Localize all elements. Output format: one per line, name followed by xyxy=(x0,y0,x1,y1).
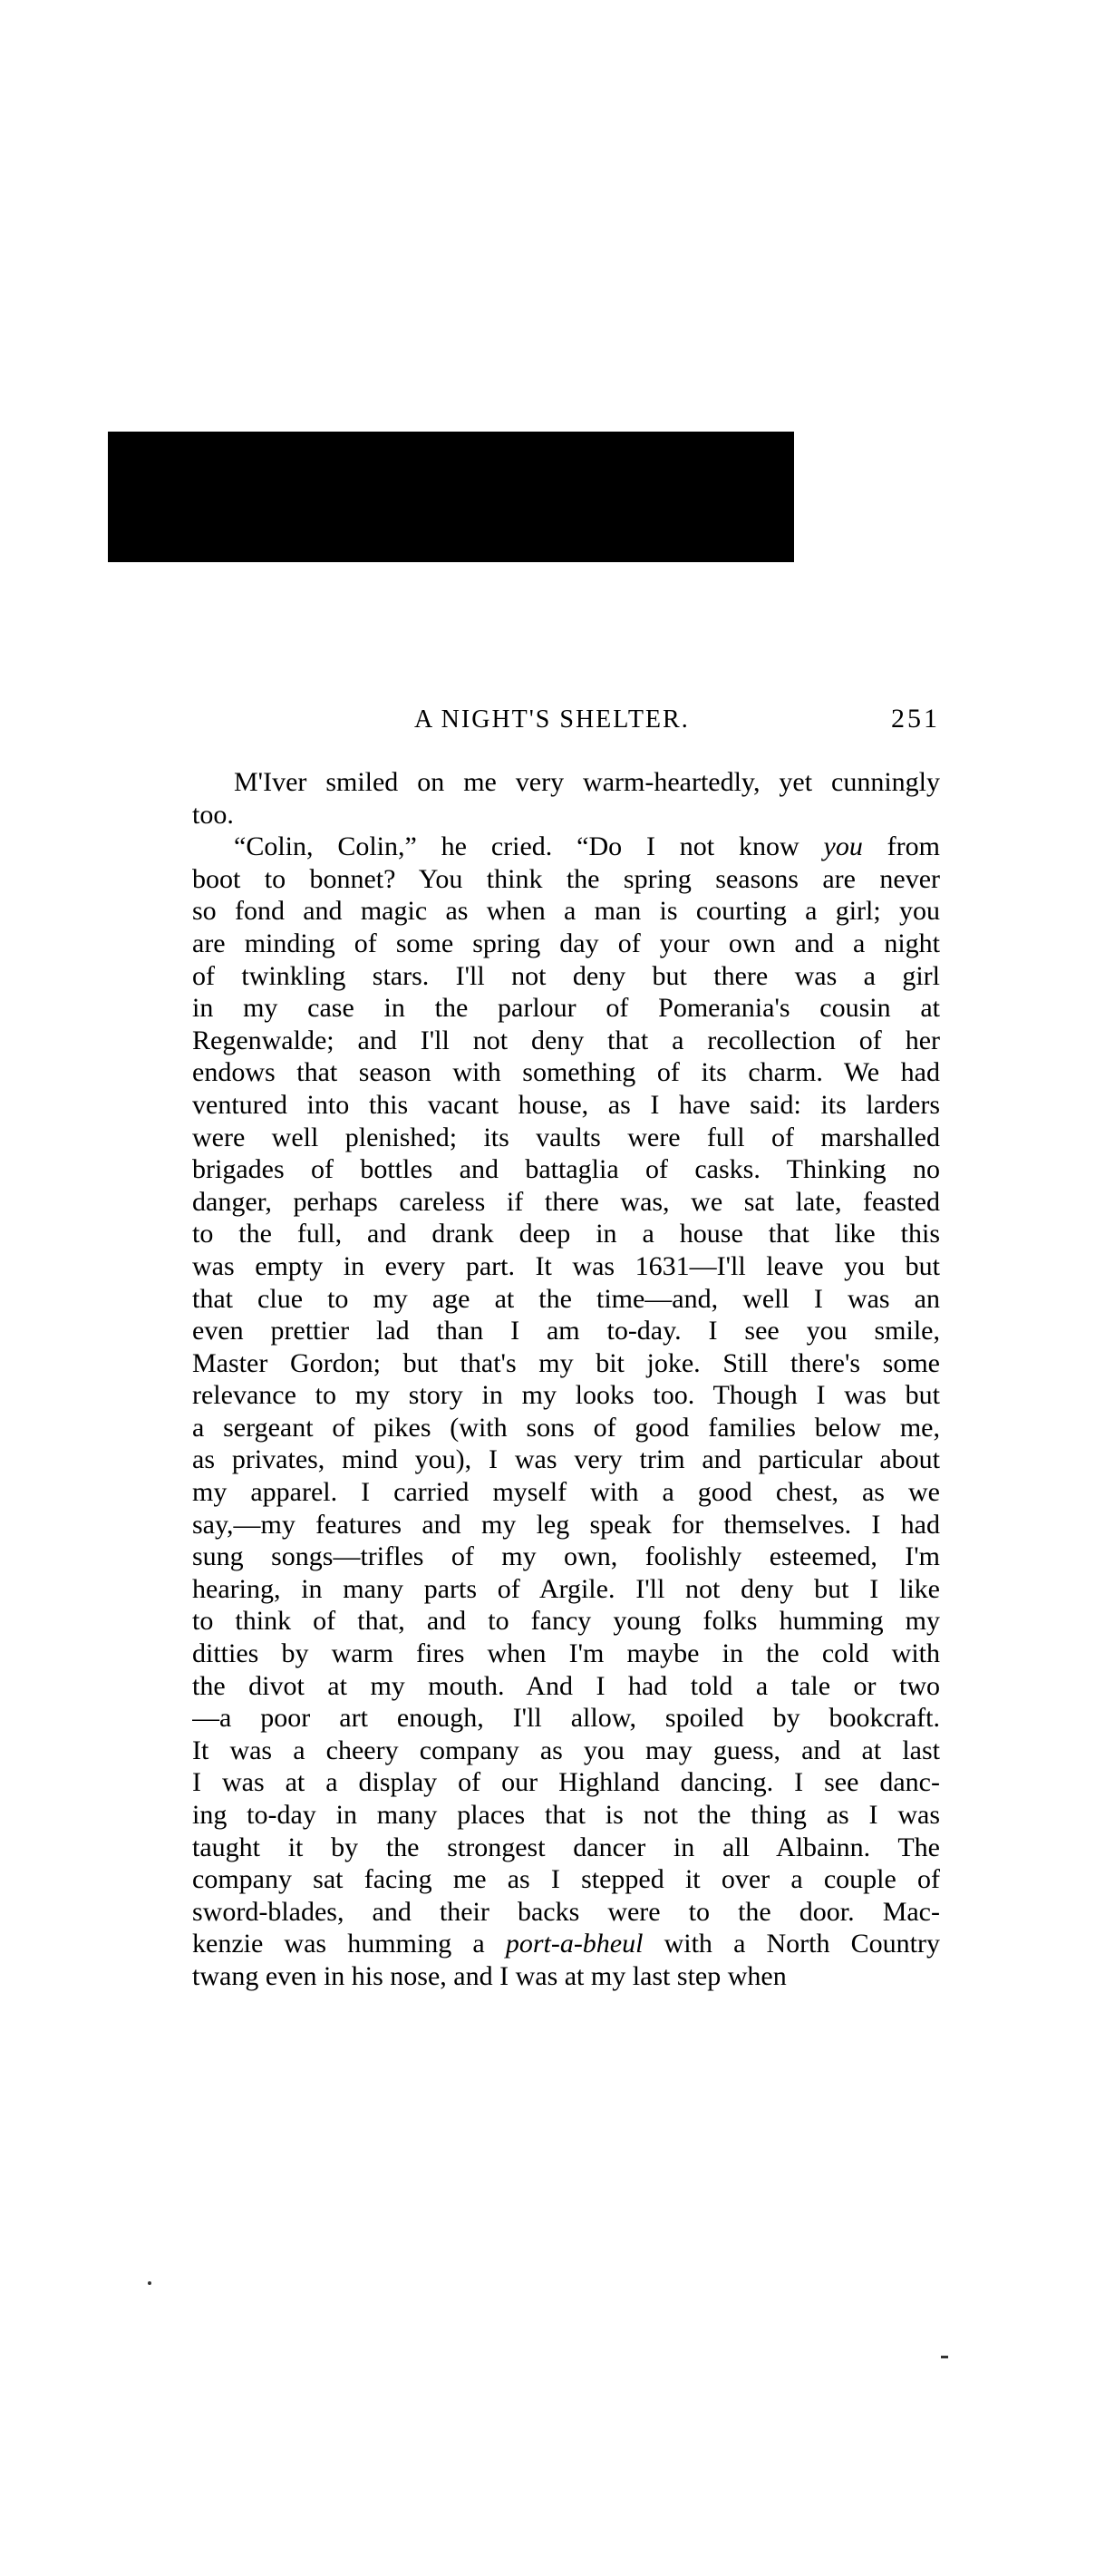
text-line: to the full, and drank deep in a house that like this xyxy=(192,1219,940,1249)
text-line: the divot at my mouth. And I had told a tale or two xyxy=(192,1670,940,1701)
body-text xyxy=(192,766,940,1993)
text-line: endows that season with something of its charm. We had xyxy=(192,1057,940,1088)
text-line: It was a cheery company as you may guess, and at last xyxy=(192,1735,940,1765)
text-line: ventured into this vacant house, as I have said: its larders xyxy=(192,1089,940,1120)
text-line: company sat facing me as I stepped it over a couple of xyxy=(192,1864,940,1895)
text-line: to think of that, and to fancy young folks humming my xyxy=(192,1606,940,1637)
text-line: were well plenished; its vaults were full of marshalled xyxy=(192,1122,940,1152)
text-line: twang even in his nose, and I was at my last step when xyxy=(192,1960,787,1991)
text-line: sword-blades, and their backs were to the door. Mac- xyxy=(192,1896,940,1927)
text-line: Master Gordon; but that's my bit joke. Still there's some xyxy=(192,1347,940,1378)
text-line: so fond and magic as when a man is courting a girl; you xyxy=(192,896,940,927)
text-line: my apparel. I carried myself with a good chest, as we xyxy=(192,1477,940,1508)
text-line: ditties by warm fires when I'm maybe in the cold with xyxy=(192,1638,940,1669)
text-line: brigades of bottles and battaglia of casks. Thinking no xyxy=(192,1154,940,1185)
text-line: kenzie was humming a port-a-bheul with a North Country xyxy=(192,1929,940,1959)
text-line: danger, perhaps careless if there was, we sat late, feasted xyxy=(192,1186,940,1217)
text-line: Regenwalde; and I'll not deny that a recollection of her xyxy=(192,1025,940,1055)
text-line: I was at a display of our Highland dancing. I see danc- xyxy=(192,1767,940,1798)
running-head xyxy=(192,704,940,740)
text-line: that clue to my age at the time—and, well I was an xyxy=(192,1283,940,1314)
text-line: boot to bonnet? You think the spring seasons are never xyxy=(192,863,940,894)
text-line: as privates, mind you), I was very trim and particular about xyxy=(192,1444,940,1475)
text-line: too. xyxy=(192,799,234,830)
redaction-bar xyxy=(108,432,794,562)
text-line: “Colin, Colin,” he cried. “Do I not know you from xyxy=(234,831,940,862)
text-line: M'Iver smiled on me very warm-heartedly, yet cunningly xyxy=(234,767,940,797)
text-line: of twinkling stars. I'll not deny but there was a girl xyxy=(192,960,940,991)
text-line: —a poor art enough, I'll allow, spoiled by bookcraft. xyxy=(192,1703,940,1734)
text-line: relevance to my story in my looks too. Though I was but xyxy=(192,1380,940,1411)
page-number: 251 xyxy=(891,704,940,734)
text-line: a sergeant of pikes (with sons of good families below me, xyxy=(192,1412,940,1443)
text-line: sung songs—trifles of my own, foolishly esteemed, I'm xyxy=(192,1541,940,1572)
text-line: was empty in every part. It was 1631—I'll leave you but xyxy=(192,1250,940,1281)
scan-speck xyxy=(148,2281,151,2285)
running-title: A NIGHT'S SHELTER. xyxy=(414,705,690,734)
text-line: hearing, in many parts of Argile. I'll not deny but I like xyxy=(192,1573,940,1604)
text-line: ing to-day in many places that is not the thing as I was xyxy=(192,1800,940,1830)
text-line: say,—my features and my leg speak for themselves. I had xyxy=(192,1509,940,1540)
scan-speck xyxy=(941,2356,948,2358)
text-line: taught it by the strongest dancer in all Albainn. The xyxy=(192,1832,940,1862)
text-line: are minding of some spring day of your own and a night xyxy=(192,928,940,958)
text-line: in my case in the parlour of Pomerania's cousin at xyxy=(192,993,940,1024)
text-line: even prettier lad than I am to-day. I see you smile, xyxy=(192,1316,940,1346)
